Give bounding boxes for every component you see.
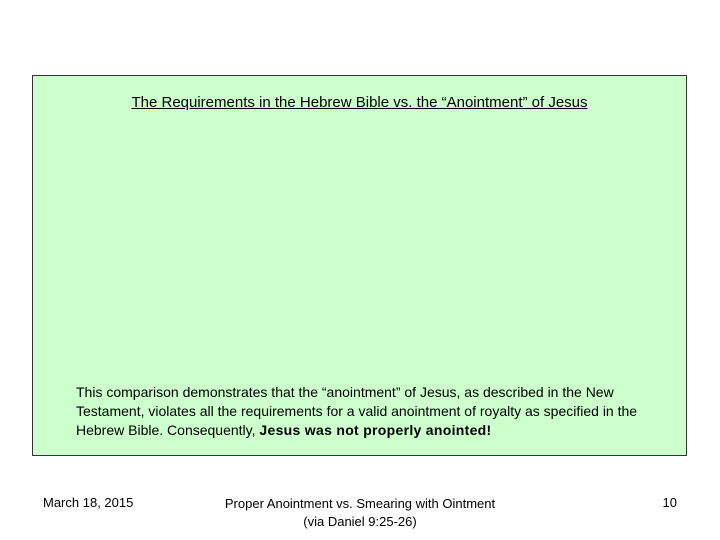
slide-title: The Requirements in the Hebrew Bible vs. the “Anointment” of Jesus (131, 94, 588, 111)
footer-title (160, 495, 560, 531)
footer-title-line2: (via Daniel 9:25-26) (303, 514, 417, 529)
summary-text: This comparison demonstrates that the “anointment” of Jesus, as described in the New Testament, violates all the requirements for a valid anointment of royalty as specified in the Hebrew Bible. Consequently, (76, 384, 638, 438)
summary-paragraph (76, 383, 671, 440)
summary-conclusion: Jesus was not properly anointed! (259, 422, 492, 438)
footer-title-line1: Proper Anointment vs. Smearing with Ointment (224, 496, 496, 511)
content-box (32, 75, 687, 456)
footer-date: March 18, 2015 (43, 495, 134, 510)
page-number: 10 (662, 495, 677, 510)
